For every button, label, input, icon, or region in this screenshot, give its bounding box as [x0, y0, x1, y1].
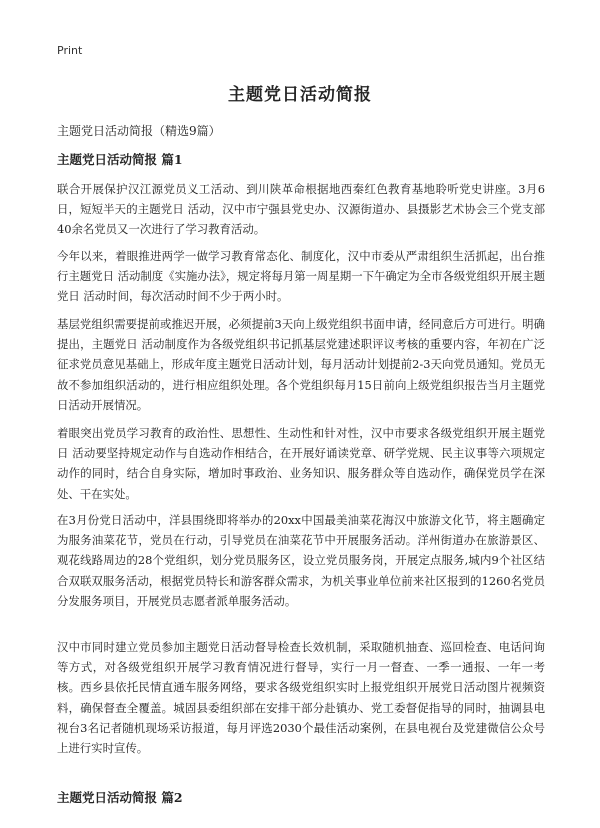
paragraph-6: 汉中市同时建立党员参加主题党日活动督导检查长效机制，采取随机抽查、巡回检查、电话问询等方式，对各级党组织开展学习教育情况进行督导，实行一月一督查、一季一通报、一年一考核。西乡县依托民情直通车服务网络，要求各级党组织实时上报党组织开展党日活动图片视频资料，确保督查全覆盖。城固县委组织部在安排干部分赴镇办、党工委督促指导的同时，抽调县电视台3名记者随机现场采访报道，每月评选2030个最佳活动案例，在县电视台及党建微信公众号上进行实时宣传。: [57, 640, 545, 756]
page-title: 主题党日活动简报: [228, 85, 372, 105]
section-heading-2: 主题党日活动简报 篇2: [57, 790, 183, 805]
paragraph-4: 着眼突出党员学习教育的政治性、思想性、生动性和针对性，汉中市要求各级党组织开展主题党日 活动要坚持规定动作与自选动作相结合，在开展好诵读党章、研学党规、民主议事等六项规定动作的同时，结合自身实际，增加时事政治、业务知识、服务群众等自选动作，确保党员学在深处、干在实处。: [57, 426, 545, 501]
paragraph-5: 在3月份党日活动中，洋县围绕即将举办的20xx中国最美油菜花海汉中旅游文化节，将主题确定为服务油菜花节，党员在行动，引导党员在油菜花节中开展服务活动。洋州街道办在旅游景区、观花线路周边的28个党组织，划分党员服务区，设立党员服务岗，开展定点服务,城内9个社区结合双联双服务活动，根据党员特长和游客群众需求，为机关事业单位前来社区报到的1260名党员分发服务项目，开展党员志愿者派单服务活动。: [57, 513, 545, 608]
paragraph-2: 今年以来，着眼推进两学一做学习教育常态化、制度化，汉中市委从严肃组织生活抓起，出台推行主题党日 活动制度《实施办法》，规定将每月第一周星期一下午确定为全市各级党组织开展主题党日 活动时间，每次活动时间不少于两小时。: [57, 249, 545, 304]
paragraph-3: 基层党组织需要提前或推迟开展，必须提前3天向上级党组织书面申请，经同意后方可进行。明确提出，主题党日 活动制度作为各级党组织书记抓基层党建述职评议考核的重要内容，年初在广泛征求党员意见基础上，形成年度主题党日活动计划，每月活动计划提前2-3天向党员通知。党员无故不参加组织活动的，进行相应组织处理。各个党组织每月15日前向上级党组织报告当月主题党日活动开展情况。: [57, 317, 545, 412]
print-link[interactable]: Print: [57, 44, 83, 57]
section-heading-1: 主题党日活动简报 篇1: [57, 152, 183, 167]
paragraph-1: 联合开展保护汉江源党员义工活动、到川陕革命根据地西秦红色教育基地聆听党史讲座。3月6日，短短半天的主题党日 活动，汉中市宁强县党史办、汉源街道办、县摄影艺术协会三个党支部40余名党员又一次进行了学习教育活动。: [57, 182, 545, 237]
document-subtitle: 主题党日活动简报（精选9篇）: [57, 124, 221, 138]
